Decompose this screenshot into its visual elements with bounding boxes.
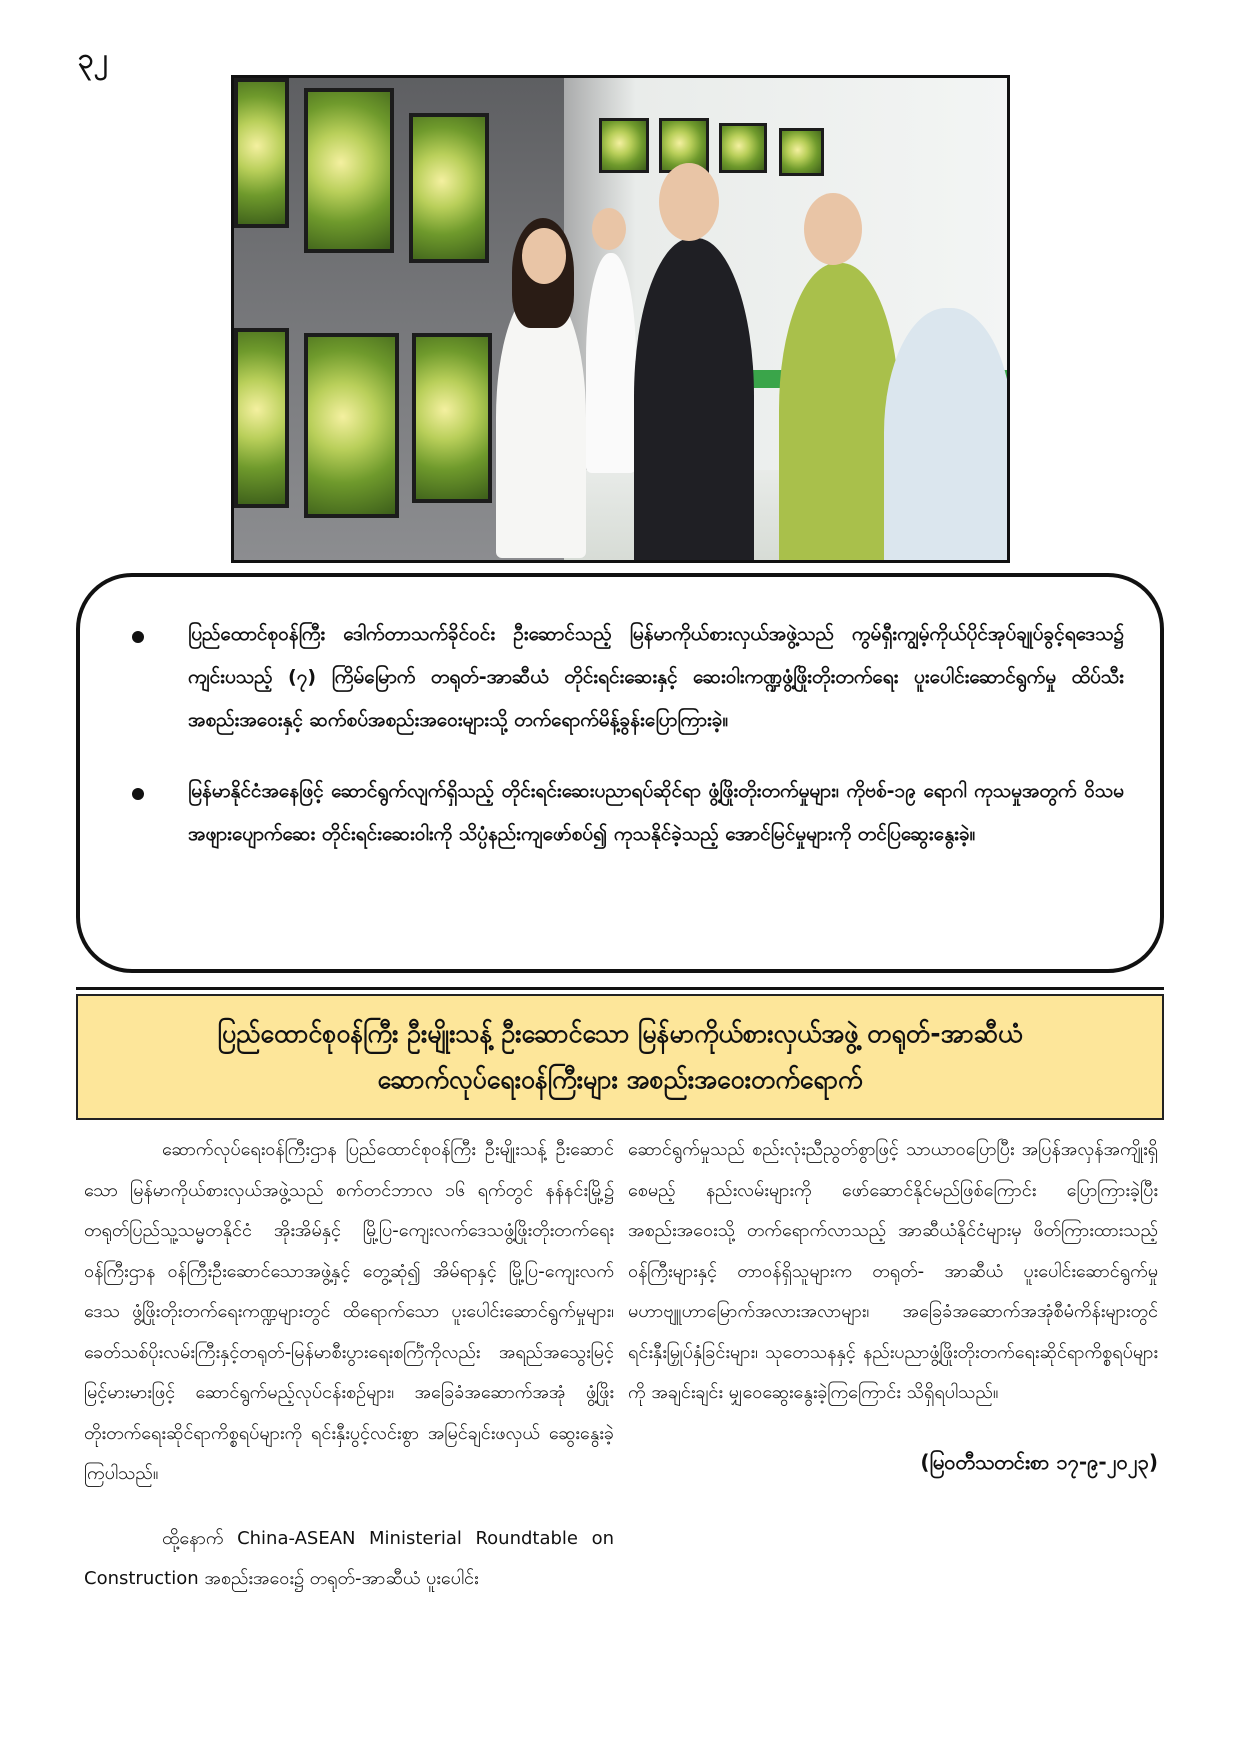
person-head — [659, 163, 719, 241]
bullet-icon — [132, 788, 144, 800]
plant-frame — [409, 113, 489, 263]
person-head — [592, 208, 626, 250]
plant-frame — [234, 78, 289, 228]
article-paragraph: ဆောက်လုပ်ရေးဝန်ကြီးဌာန ပြည်ထောင်စုဝန်ကြီး ဦးမျိုးသန့် ဦးဆောင်သော မြန်မာကိုယ်စားလှယ်အဖွဲ့သည် စက်တင်ဘာလ ၁၆ ရက်တွင် နန်နင်းမြို့၌ တရုတ်ပြည်သူ့သမ္မတနိုင်ငံ အိုးအိမ်နှင့် မြို့ပြ-ကျေးလက်ဒေသဖွံ့ဖြိုးတိုးတက်ရေးဝန်ကြီးဌာန ဝန်ကြီးဦးဆောင်သောအဖွဲ့နှင့် တွေ့ဆုံ၍ အိမ်ရာနှင့် မြို့ပြ-ကျေးလက်ဒေသ ဖွံ့ဖြိုးတိုးတက်ရေးကဏ္ဍများတွင် ထိရောက်သော ပူးပေါင်းဆောင်ရွက်မှုများ၊ ခေတ်သစ်ပိုးလမ်းကြီးနှင့်တရုတ်-မြန်မာစီးပွားရေးစင်္ကြံကိုလည်း အရည်အသွေးမြင့်မြင့်မားမားဖြင့် ဆောင်ရွက်မည့်လုပ်ငန်းစဉ်များ၊ အခြေခံအဆောက်အအုံ ဖွံ့ဖြိုးတိုးတက်ရေးဆိုင်ရာကိစ္စရပ်များကို ရင်းနှီးပွင့်လင်းစွာ အမြင်ချင်းဖလှယ် ဆွေးနွေးခဲ့ကြပါသည်။ — [84, 1139, 614, 1484]
article-paragraph: ထို့နောက် China-ASEAN Ministerial Roundtable on Construction အစည်းအဝေး၌ တရုတ်-အာဆီယံ ပူးပေါင်း — [84, 1527, 614, 1589]
plant-frame — [719, 123, 767, 173]
summary-list — [106, 613, 1124, 884]
person-head — [522, 228, 566, 284]
plant-frame — [779, 128, 824, 176]
page-number: ၃၂ — [78, 42, 108, 75]
summary-item — [106, 770, 1124, 856]
summary-item — [106, 613, 1124, 742]
summary-box — [76, 573, 1164, 973]
person-head — [804, 193, 862, 265]
headline-line: ပြည်ထောင်စုဝန်ကြီး ဦးမျိုးသန့် ဦးဆောင်သော မြန်မာကိုယ်စားလှယ်အဖွဲ့ တရုတ်-အာဆီယံ — [217, 1019, 1023, 1048]
plant-frame — [412, 333, 492, 503]
person — [779, 263, 899, 563]
article-paragraph: ဆောင်ရွက်မှုသည် စည်းလုံးညီညွတ်စွာဖြင့် သာယာဝပြောပြီး အပြန်အလှန်အကျိုးရှိစေမည့် နည်းလမ်းများကို ဖော်ဆောင်နိုင်မည်ဖြစ်ကြောင်း ပြောကြားခဲ့ပြီး အစည်းအဝေးသို့ တက်ရောက်လာသည့် အာဆီယံနိုင်ငံများမှ ဖိတ်ကြားထားသည့် ဝန်ကြီးများနှင့် တာဝန်ရှိသူများက တရုတ်- အာဆီယံ ပူးပေါင်းဆောင်ရွက်မှု မဟာဗျူဟာမြောက်အလားအလာများ၊ အခြေခံအဆောက်အအုံစီမံကိန်းများတွင် ရင်းနှီးမြှုပ်နှံခြင်းများ၊ သုတေသနနှင့် နည်းပညာဖွံ့ဖြိုးတိုးတက်ရေးဆိုင်ရာကိစ္စရပ်များကို အချင်းချင်း မျှဝေဆွေးနွေးခဲ့ကြကြောင်း သိရှိရပါသည်။ — [628, 1139, 1158, 1403]
plant-frame — [599, 118, 649, 173]
divider-line — [76, 987, 1164, 990]
headline-line: ဆောက်လုပ်ရေးဝန်ကြီးများ အစည်းအဝေးတက်ရောက် — [377, 1065, 863, 1094]
person — [634, 238, 754, 563]
bullet-icon — [132, 631, 144, 643]
person — [586, 253, 636, 473]
headline-box — [76, 994, 1164, 1120]
summary-text: ပြည်ထောင်စုဝန်ကြီး ဒေါက်တာသက်ခိုင်ဝင်း ဦးဆောင်သည့် မြန်မာကိုယ်စားလှယ်အဖွဲ့သည် ကွမ်ရှီးကျွမ့်ကိုယ်ပိုင်အုပ်ချုပ်ခွင့်ရဒေသ၌ ကျင်းပသည့် (၇) ကြိမ်မြောက် တရုတ်-အာဆီယံ တိုင်းရင်းဆေးနှင့် ဆေးဝါးကဏ္ဍဖွံ့ဖြိုးတိုးတက်ရေး ပူးပေါင်းဆောင်ရွက်မှု ထိပ်သီးအစည်းအဝေးနှင့် ဆက်စပ်အစည်းအဝေးများသို့ တက်ရောက်မိန့်ခွန်းပြောကြားခဲ့။ — [188, 623, 1124, 731]
news-photo — [231, 75, 1010, 563]
plant-frame — [304, 88, 394, 253]
article-source: (မြဝတီသတင်းစာ ၁၇-၉-၂၀၂၃) — [920, 1449, 1158, 1474]
article-column-right — [628, 1130, 1158, 1482]
article-headline — [120, 1011, 1120, 1103]
plant-frame — [304, 333, 399, 518]
article-column-left — [84, 1130, 614, 1600]
person — [884, 308, 1010, 563]
summary-text: မြန်မာနိုင်ငံအနေဖြင့် ဆောင်ရွက်လျက်ရှိသည့် တိုင်းရင်းဆေးပညာရပ်ဆိုင်ရာ ဖွံ့ဖြိုးတိုးတက်မှုများ၊ ကိုဗစ်-၁၉ ရောဂါ ကုသမှုအတွက် ဝိသမအဖျားပျောက်ဆေး တိုင်းရင်းဆေးဝါးကို သိပ္ပံနည်းကျဖော်စပ်၍ ကုသနိုင်ခဲ့သည့် အောင်မြင်မှုများကို တင်ပြဆွေးနွေးခဲ့။ — [188, 780, 1124, 845]
person — [496, 288, 586, 558]
plant-frame — [234, 328, 289, 508]
